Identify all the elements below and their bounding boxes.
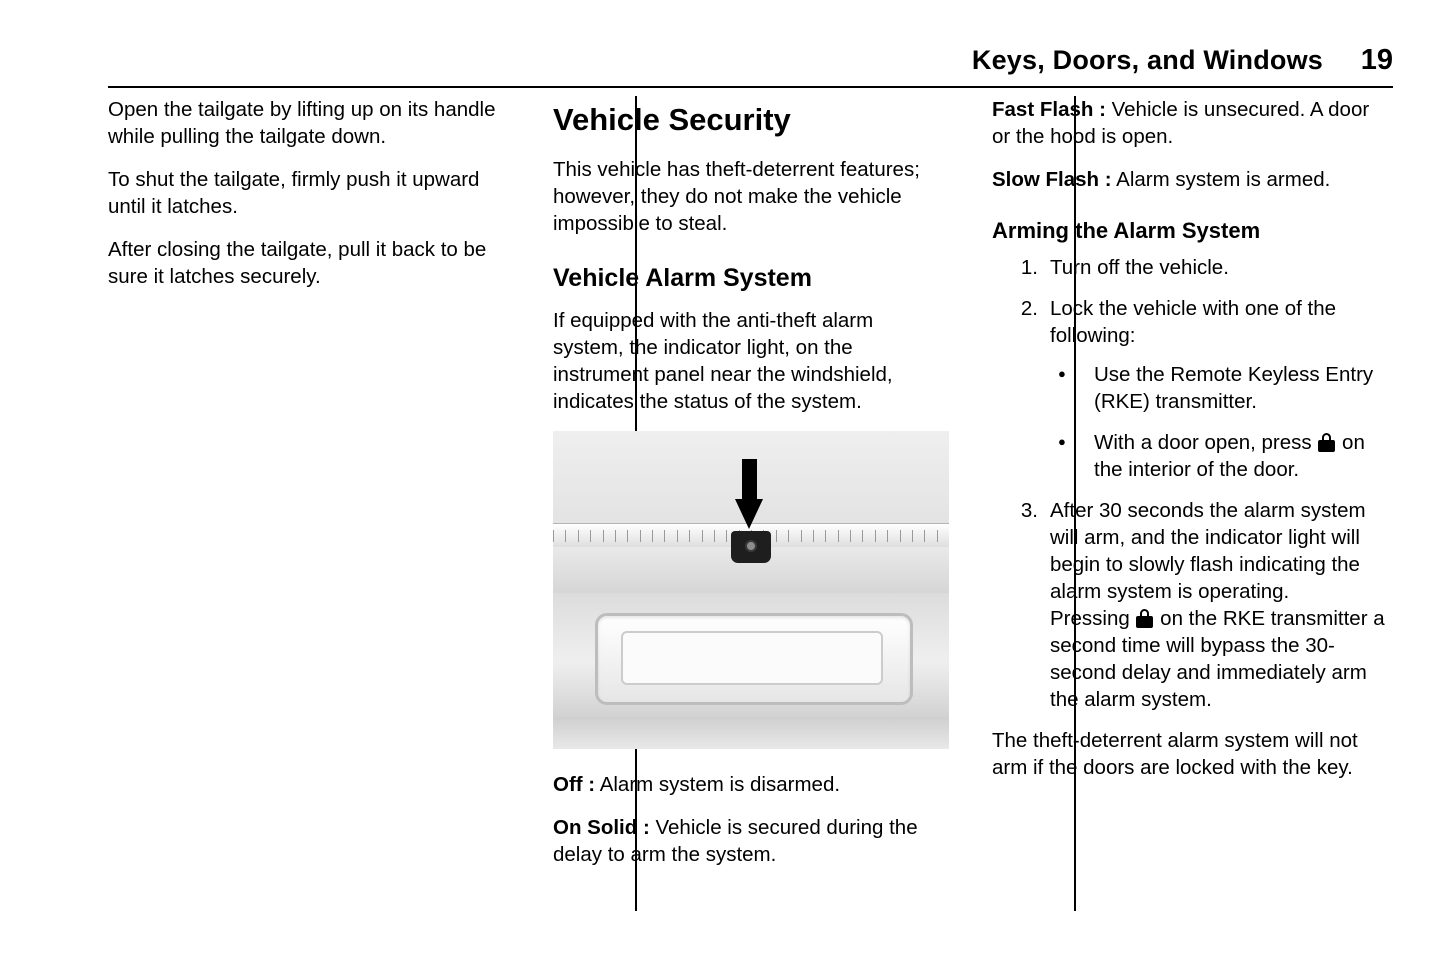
step-text: Turn off the vehicle. [1050,256,1229,279]
definition-on-solid [553,814,938,868]
trim-tick [875,530,882,542]
paragraph-key-lock-note: The theft-deterrent alarm system will not arm if the doors are locked with the key. [992,729,1358,779]
trim-tick [627,530,634,542]
bullet-text: Use the Remote Keyless Entry (RKE) transmitter. [1094,363,1374,413]
trim-tick [788,530,795,542]
arrow-head [735,499,763,529]
figure-tailgate-alarm-indicator [553,431,949,749]
definition-term-off: Off : [553,773,596,796]
trim-tick [702,530,709,542]
bullet-text-before: With a door open, press [1094,431,1318,454]
trim-tick [578,530,585,542]
header-divider [108,86,1393,88]
trim-tick [714,530,721,542]
trim-tick [776,530,783,542]
trim-tick [677,530,684,542]
lock-body [1136,616,1153,628]
trim-tick [603,530,610,542]
step-lock-vehicle [992,295,1393,483]
callout-arrow-icon [735,459,763,535]
paragraph-theft-deterrent-intro: This vehicle has theft-deterrent features; however, they do not make the vehicle impossible to steal. [553,158,920,235]
figure-tailgate-handle-inner [621,631,883,685]
step-auto-arm-delay [992,497,1393,713]
step-text: Lock the vehicle with one of the following: [1050,297,1337,347]
bullet-interior-lock-button [1050,429,1393,483]
paragraph-tailgate-shut: To shut the tailgate, firmly push it upward until it latches. [108,168,480,218]
trim-tick [615,530,622,542]
trim-tick [924,530,931,542]
definition-text-slow-flash: Alarm system is armed. [1111,168,1331,191]
paragraph-tailgate-open: Open the tailgate by lifting up on its handle while pulling the tailgate down. [108,98,496,148]
section-heading-vehicle-security: Vehicle Security [553,102,791,137]
bullet-text-after: on the interior of the door. [1094,431,1365,481]
trim-tick [640,530,647,542]
definition-text-off: Alarm system is disarmed. [595,773,841,796]
camera-module-icon [731,531,771,563]
step-text: After 30 seconds the alarm system will arm, and the indicator light will begin to slowly flash indicating the alarm system is operating. [1050,499,1366,603]
step-text-after-icon: on the RKE transmitter a second time will bypass the 30-second delay and immediately arm the alarm system. [1050,607,1385,711]
trim-tick [664,530,671,542]
definition-off [553,771,938,798]
lock-icon [1136,609,1153,628]
paragraph-alarm-indicator: If equipped with the anti-theft alarm system, the indicator light, on the instrument panel near the windshield, indicates the status of the system. [553,309,893,413]
bullet-rke-transmitter [1050,361,1393,415]
subsection-heading-vehicle-alarm-system: Vehicle Alarm System [553,264,812,292]
column-one [108,96,528,911]
trim-tick [838,530,845,542]
trim-tick [900,530,907,542]
trim-tick [887,530,894,542]
page-header [108,44,1393,77]
step-text-before-icon: Pressing [1050,607,1136,630]
paragraph-tailgate-check: After closing the tailgate, pull it back to be sure it latches securely. [108,238,487,288]
trim-tick [590,530,597,542]
trim-tick [813,530,820,542]
definition-slow-flash [992,166,1393,193]
trim-tick [553,530,560,542]
trim-tick [801,530,808,542]
trim-tick [689,530,696,542]
page-number: 19 [1360,44,1393,76]
trim-tick [825,530,832,542]
definition-fast-flash [992,96,1393,150]
trim-tick [862,530,869,542]
definition-text-fast-flash: Vehicle is unsecured. A door or the hood is open. [992,98,1370,148]
definition-term-on-solid: On Solid : [553,816,650,839]
step-turn-off-vehicle [992,254,1393,281]
definition-term-fast-flash: Fast Flash : [992,98,1106,121]
trim-tick [565,530,572,542]
definition-term-slow-flash: Slow Flash : [992,168,1112,191]
definition-text-on-solid: Vehicle is secured during the delay to arm the system. [553,816,918,866]
lock-icon [1318,433,1335,452]
page-title: Keys, Doors, and Windows [971,45,1323,75]
column-two [528,96,966,911]
column-three [966,96,1393,911]
figure-bumper [553,717,949,749]
arrow-shaft [742,459,757,503]
arming-steps-list [992,254,1393,713]
trim-tick [850,530,857,542]
lock-method-list [1050,361,1393,483]
trim-tick [912,530,919,542]
lock-body [1318,440,1335,452]
subsection-heading-arming-alarm: Arming the Alarm System [992,218,1261,243]
trim-tick [652,530,659,542]
page-columns [108,96,1393,911]
trim-tick [937,530,944,542]
